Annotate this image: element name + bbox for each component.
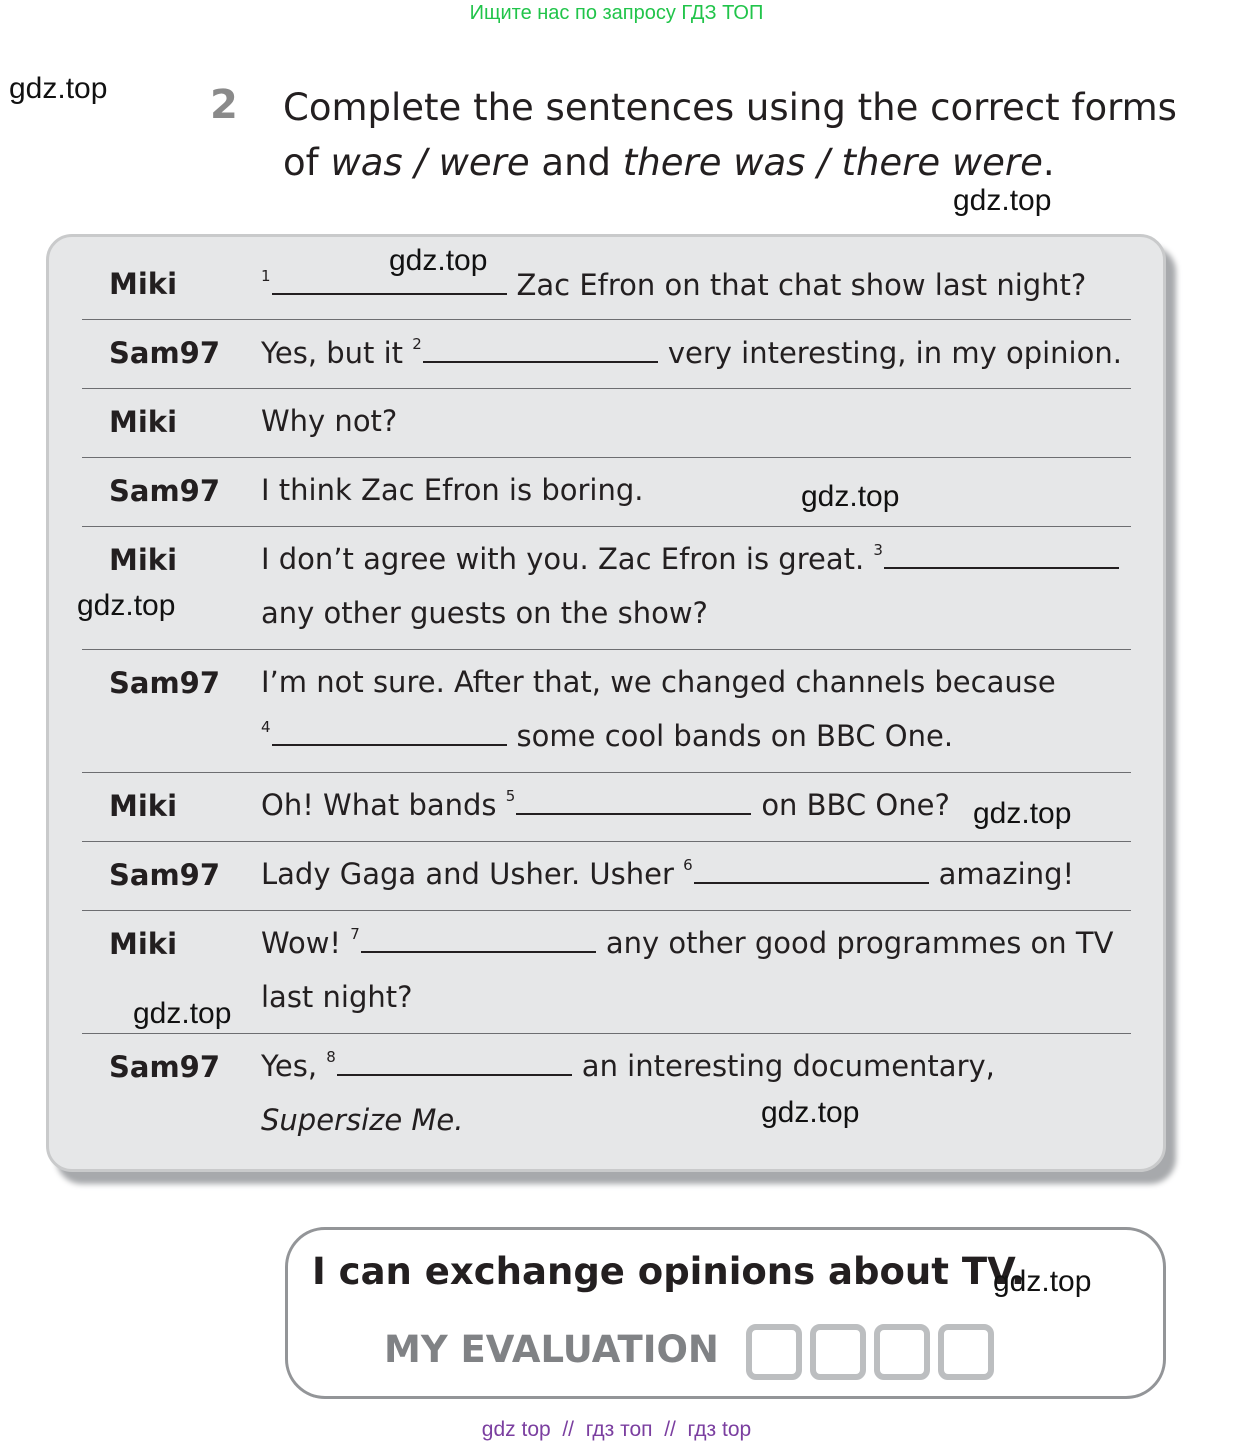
dialogue-line: last night? — [261, 980, 413, 1014]
answer-blank-5[interactable] — [516, 813, 751, 815]
exercise-number: 2 — [210, 82, 238, 128]
dialogue-row — [82, 842, 1131, 911]
speaker-name: Miki — [109, 789, 178, 823]
speaker-name: Sam97 — [109, 666, 221, 700]
speaker-name: Sam97 — [109, 336, 221, 370]
watermark: gdz.top — [973, 797, 1072, 830]
dialogue-line: I think Zac Efron is boring. — [261, 473, 644, 507]
watermark: gdz.top — [993, 1265, 1092, 1298]
dialogue-line: $^4$ some cool bands on BBC One. — [261, 718, 954, 753]
answer-blank-1[interactable] — [272, 293, 507, 295]
dialogue-line: any other guests on the show? — [261, 596, 708, 630]
dialogue-line: Oh! What bands $^5$ on BBC One? — [261, 787, 950, 822]
watermark: gdz.top — [761, 1096, 860, 1129]
watermark: gdz.top — [801, 480, 900, 513]
self-evaluation-box — [285, 1227, 1166, 1399]
dialogue-row — [82, 911, 1131, 1034]
dialogue-line: Supersize Me. — [261, 1103, 464, 1137]
answer-blank-8[interactable] — [337, 1074, 572, 1076]
speaker-name: Miki — [109, 267, 178, 301]
speaker-name: Sam97 — [109, 858, 221, 892]
answer-blank-2[interactable] — [423, 361, 658, 363]
dialogue-line: I don’t agree with you. Zac Efron is great. $^3$ — [261, 539, 1129, 584]
watermark: gdz.top — [77, 589, 176, 622]
dialogue-line: Wow! $^7$ any other good programmes on TV — [261, 925, 1114, 960]
dialogue-line: I’m not sure. After that, we changed channels because — [261, 665, 1056, 699]
exercise-instruction: Complete the sentences using the correct forms of was / were and there was / there were. — [283, 86, 1177, 184]
can-do-statement: I can exchange opinions about TV. — [312, 1250, 1025, 1293]
evaluation-checkbox-3[interactable] — [874, 1324, 930, 1380]
dialogue-row — [82, 458, 1131, 527]
dialogue-row — [82, 389, 1131, 458]
watermark: gdz.top — [953, 184, 1052, 217]
watermark: gdz.top — [389, 244, 488, 277]
dialogue-row — [82, 1034, 1131, 1156]
dialogue-row — [82, 320, 1131, 389]
dialogue-line: Yes, but it $^2$ very interesting, in my opinion. — [261, 335, 1122, 370]
evaluation-checkbox-2[interactable] — [810, 1324, 866, 1380]
answer-blank-4[interactable] — [272, 744, 507, 746]
dialogue-line: Yes, $^8$ an interesting documentary, — [261, 1048, 995, 1083]
watermark: gdz.top — [133, 997, 232, 1030]
speaker-name: Sam97 — [109, 1050, 221, 1084]
dialogue-line: Why not? — [261, 404, 398, 438]
dialogue-line: Lady Gaga and Usher. Usher $^6$ amazing! — [261, 856, 1075, 891]
dialogue-row — [82, 650, 1131, 773]
evaluation-checkbox-1[interactable] — [746, 1324, 802, 1380]
dialogue-row — [82, 251, 1131, 320]
evaluation-label: MY EVALUATION — [384, 1328, 719, 1371]
speaker-name: Miki — [109, 543, 178, 577]
watermark: gdz.top — [9, 72, 108, 105]
speaker-name: Miki — [109, 405, 178, 439]
dialogue-row — [82, 527, 1131, 650]
speaker-name: Miki — [109, 927, 178, 961]
speaker-name: Sam97 — [109, 474, 221, 508]
answer-blank-6[interactable] — [694, 882, 929, 884]
evaluation-checkbox-4[interactable] — [938, 1324, 994, 1380]
answer-blank-7[interactable] — [361, 951, 596, 953]
top-banner: Ищите нас по запросу ГДЗ ТОП — [469, 2, 764, 24]
footer: gdz top // гдз топ // гдз top — [481, 1418, 752, 1441]
dialogue-line: $^1$ Zac Efron on that chat show last night? — [261, 267, 1087, 302]
answer-blank-3[interactable] — [884, 567, 1119, 569]
